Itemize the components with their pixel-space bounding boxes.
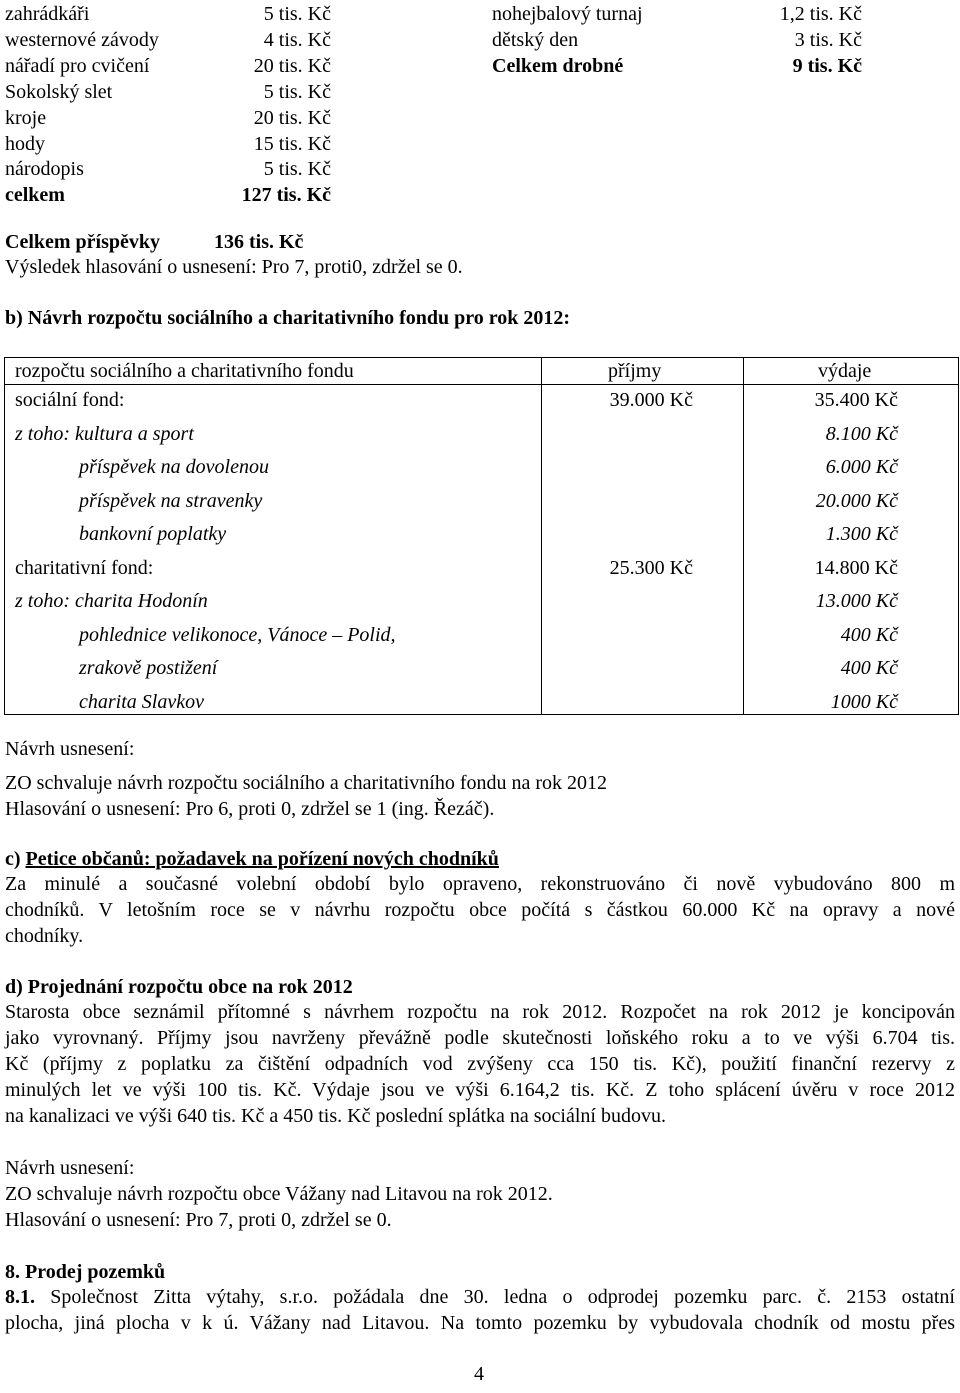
section-c-line: Za minulé a současné volební období bylo opraveno, rekonstruováno či nově vybudováno 800 m (5, 873, 955, 895)
table-row-name: příspěvek na dovolenou (79, 456, 269, 478)
contribution-item-label: Sokolský slet (5, 80, 113, 103)
contribution-item-label: dětský den (492, 28, 579, 51)
section-d-line: Starosta obce seznámil přítomné s návrhem rozpočtu na rok 2012. Rozpočet na rok 2012 je koncipován (5, 1001, 955, 1023)
table-row-expense: 400 Kč (840, 657, 898, 679)
section-8-line: plocha, jiná plocha v k ú. Vážany nad Litavou. Na tomto pozemku by vybudovala chodník od mostu přes (5, 1312, 955, 1334)
section-c-paragraph (5, 871, 955, 949)
budget-table (4, 357, 959, 715)
contribution-item-value: 20 tis. Kč (253, 54, 331, 77)
table-row-expense: 8.100 Kč (825, 422, 898, 445)
table-row-expense: 1.300 Kč (825, 523, 898, 545)
section-d-line: minulých let ve výši 100 tis. Kč. Výdaje jsou ve výši 6.164,2 tis. Kč. Z toho splácení úvěru v roce 2012 (5, 1079, 955, 1101)
section-c-line: chodníky. (5, 925, 84, 947)
table-header-expense: výdaje (818, 360, 872, 382)
table-row-name: z toho: kultura a sport (15, 422, 194, 445)
contribution-item-value: 3 tis. Kč (794, 28, 862, 51)
table-row-expense: 13.000 Kč (815, 590, 898, 612)
section-c-heading (5, 846, 499, 872)
table-row-name: z toho: charita Hodonín (15, 590, 208, 612)
total-contributions-value: 136 tis. Kč (214, 231, 304, 253)
section-8-line1-text: Společnost Zitta výtahy, s.r.o. požádala dne 30. ledna o odprodej pozemku parc. č. 2153 ostatní (35, 1286, 955, 1308)
table-row-income: 25.300 Kč (609, 556, 693, 579)
table-row-name: charitativní fond: (15, 556, 154, 579)
contribution-item-label: hody (5, 132, 45, 155)
section-b-heading: b) Návrh rozpočtu sociálního a charitativního fondu pro rok 2012: (5, 307, 571, 329)
table-column-divider (541, 358, 542, 714)
table-header-name: rozpočtu sociálního a charitativního fondu (15, 360, 354, 382)
table-row-expense: 14.800 Kč (814, 556, 898, 579)
table-row-expense: 400 Kč (840, 623, 898, 646)
section-d-line: Kč (příjmy z poplatku za čištění odpadních vod zvýšeny cca 150 tis. Kč), použití finanční rezervy z (5, 1053, 955, 1075)
table-row-name: příspěvek na stravenky (79, 489, 263, 512)
table-row-expense: 1000 Kč (830, 690, 898, 713)
table-row-name: bankovní poplatky (79, 523, 227, 545)
section-8-line (5, 1284, 955, 1310)
contribution-item-value: 9 tis. Kč (792, 54, 862, 77)
section-c-heading-prefix: c) (5, 848, 26, 870)
table-row-name: sociální fond: (15, 389, 125, 411)
resolution-b-label: Návrh usnesení: (5, 738, 135, 760)
contribution-item-value: 20 tis. Kč (253, 106, 331, 129)
section-d-line: na kanalizaci ve výši 640 tis. Kč a 450 tis. Kč poslední splátka na sociální budovu. (5, 1105, 666, 1127)
resolution-b-vote: Hlasování o usnesení: Pro 6, proti 0, zdržel se 1 (ing. Řezáč). (5, 798, 495, 820)
contribution-item-label: westernové závody (5, 28, 159, 51)
table-row-name: zrakově postižení (79, 657, 218, 679)
table-row-expense: 6.000 Kč (825, 456, 898, 478)
total-contributions-label: Celkem příspěvky (5, 231, 160, 253)
contribution-item-label: zahrádkáři (5, 3, 90, 25)
table-row-name: pohlednice velikonoce, Vánoce – Polid, (79, 623, 396, 646)
table-header-divider (5, 384, 958, 385)
contribution-item-value: 5 tis. Kč (263, 3, 331, 25)
table-row-expense: 35.400 Kč (814, 389, 898, 411)
section-c-line: chodníků. V letošním roce se v návrhu rozpočtu obce počítá s částkou 60.000 Kč na opravy a nové (5, 899, 955, 921)
resolution-b-text: ZO schvaluje návrh rozpočtu sociálního a charitativního fondu na rok 2012 (5, 772, 608, 794)
contribution-item-label: Celkem drobné (492, 54, 624, 77)
vote-result-1: Výsledek hlasování o usnesení: Pro 7, proti0, zdržel se 0. (5, 256, 463, 278)
contribution-item-value: 1,2 tis. Kč (779, 3, 862, 25)
page-number: 4 (474, 1363, 484, 1385)
table-row-income: 39.000 Kč (609, 389, 693, 411)
section-d-paragraph (5, 999, 955, 1129)
section-8-item-number: 8.1. (5, 1286, 35, 1308)
contribution-item-label: nářadí pro cvičení (5, 54, 150, 77)
table-header-income: příjmy (608, 360, 662, 382)
resolution-d-vote: Hlasování o usnesení: Pro 7, proti 0, zdržel se 0. (5, 1209, 392, 1231)
contribution-item-value: 4 tis. Kč (263, 28, 331, 51)
section-8-heading: 8. Prodej pozemků (5, 1261, 166, 1283)
contribution-item-value: 5 tis. Kč (263, 80, 331, 103)
contribution-item-value: 5 tis. Kč (263, 158, 331, 181)
contribution-item-value: 15 tis. Kč (253, 132, 331, 155)
section-d-heading: d) Projednání rozpočtu obce na rok 2012 (5, 976, 353, 998)
section-d-line: jako vyrovnaný. Příjmy jsou navrženy převážně podle skutečnosti loňského roku a to ve výši 6.704 tis. (5, 1027, 955, 1049)
table-row-name: charita Slavkov (79, 690, 204, 713)
contribution-item-label: celkem (5, 184, 65, 207)
table-column-divider (743, 358, 744, 714)
section-c-heading-title: Petice občanů: požadavek na pořízení nových chodníků (25, 848, 499, 870)
resolution-d-label: Návrh usnesení: (5, 1157, 135, 1179)
contribution-item-label: nohejbalový turnaj (492, 3, 643, 25)
table-row-expense: 20.000 Kč (815, 489, 898, 512)
contribution-item-label: kroje (5, 106, 47, 129)
resolution-d-text: ZO schvaluje návrh rozpočtu obce Vážany nad Litavou na rok 2012. (5, 1183, 553, 1205)
contribution-item-value: 127 tis. Kč (241, 184, 331, 207)
contribution-item-label: národopis (5, 158, 84, 181)
section-8-paragraph (5, 1284, 955, 1336)
